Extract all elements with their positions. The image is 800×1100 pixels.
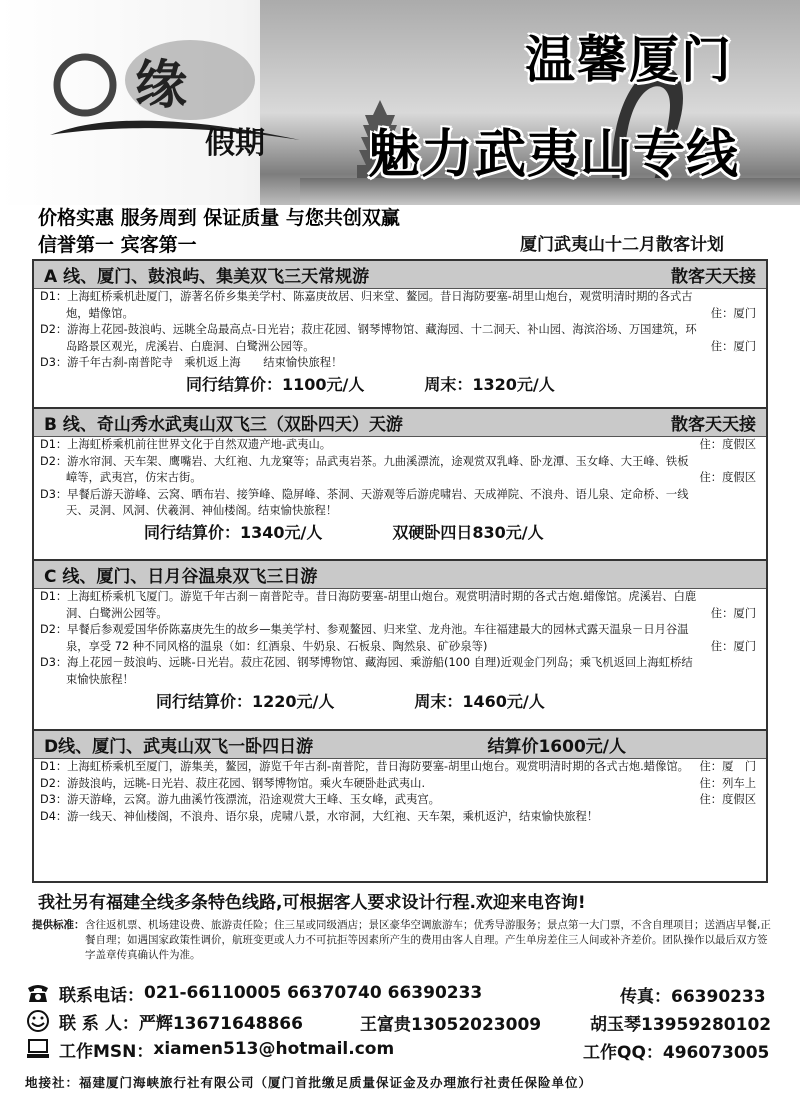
person-2: 王富贵13052023009: [360, 1015, 542, 1035]
line-a: [34, 261, 766, 409]
phone-number[interactable]: 021-66110005 66370740 66390233: [144, 983, 483, 1003]
line-c-title: C 线、厦门、日月谷温泉双飞三日游: [44, 567, 318, 587]
footer-agency: 地接社：福建厦门海峡旅行社有限公司（厦门首批缴足质量保证金及办理旅行社责任保险单位）: [25, 1075, 593, 1090]
msn-label: 工作MSN：: [59, 1041, 154, 1062]
svg-text:缘: 缘: [135, 55, 188, 116]
line-c-price: [34, 688, 766, 712]
line-a-price: [34, 372, 766, 396]
day-item: D2：早餐后参观爱国华侨陈嘉庚先生的故乡—集美学村、参观鳌园、归来堂、龙舟池。车往福建最大的园林式露天温泉－日月谷温泉，享受 72 种不同风格的温泉（如：红酒泉、牛奶泉、石板泉、陶然泉、矿砂泉等) 住：厦门: [40, 623, 756, 653]
day-item: D1：上海虹桥乘机赴厦门，游著名侨乡集美学村、陈嘉庚故居、归来堂、鳌园。昔日海防要塞-胡里山炮台，观赏明清时期的各式古炮，蜡像馆。 住：厦门: [40, 290, 756, 320]
person-1: 严辉13671648866: [138, 1013, 303, 1034]
day-item: D2：游鼓浪屿，远眺-日光岩、菽庄花园、钢琴博物馆。乘火车硬卧赴武夷山. 住：列车上: [40, 776, 756, 790]
contact-phone-row: [25, 980, 482, 1006]
line-d-price: 结算价1600元/人: [487, 737, 626, 757]
title-wuyishan: 魅力武夷山专线: [368, 124, 740, 185]
banner: [0, 0, 800, 205]
service-standard-text: 含往返机票、机场建设费、旅游责任险；住三星或同级酒店；景区豪华空调旅游车；优秀导游服务；景点第一大门票，不含自理项目；送酒店早餐,正餐自理；如遇国家政策性调价，航班变更或人力不可抗拒等因素所产生的费用由客人自理。产生单房差住三人间或补齐差价。团队操作以最后双方签字盖章传真确认件为准。: [85, 919, 771, 961]
line-d-header: [34, 731, 766, 759]
line-a-title: A 线、厦门、鼓浪屿、集美双飞三天常规游: [44, 267, 370, 287]
qq-number: 工作QQ：496073005: [583, 1043, 770, 1063]
line-d: [34, 731, 766, 881]
service-standard: [32, 918, 777, 963]
day-item: D1：上海虹桥乘机至厦门，游集美，鳌园，游览千年古刹-南普陀，昔日海防要塞-胡里山炮台。观赏明清时期的各式古炮.蜡像馆。 住：厦 门: [40, 760, 756, 773]
line-b-badge: 散客天天接: [671, 415, 756, 435]
price-weekend: 周末：1460元/人: [414, 691, 545, 711]
logo: [40, 35, 310, 160]
price-peer: 同行结算价：1340元/人: [144, 523, 323, 542]
fax-number: 传真：66390233: [620, 987, 766, 1007]
price-peer: 同行结算价：1220元/人: [156, 691, 335, 711]
consult-note: 我社另有福建全线多条特色线路,可根据客人要求设计行程.欢迎来电咨询!: [38, 893, 586, 913]
line-c: [34, 561, 766, 731]
computer-icon: [25, 1038, 51, 1060]
slogan-2: 信誉第一 宾客第一: [38, 234, 197, 256]
day-item: D1：上海虹桥乘机飞厦门。游览千年古刹－南普陀寺。昔日海防要塞-胡里山炮台。观赏明清时期的各式古炮.蜡像馆。虎溪岩、白鹿洞、白鹭洲公园等。 住：厦门: [40, 590, 756, 620]
line-a-badge: 散客天天接: [671, 267, 756, 287]
phone-label: 联系电话：: [59, 985, 144, 1006]
contact-msn-row: [25, 1036, 394, 1062]
title-warm-xiamen: 温馨厦门: [525, 30, 733, 89]
smiley-icon: [25, 1010, 51, 1032]
day-item: D3：早餐后游天游峰、云窝、晒布岩、接笋峰、隐屏峰、茶洞、天游观等后游虎啸岩、天成禅院、不浪舟、语儿泉、定命桥、一线天、灵洞、风洞、伏羲洞、神仙楼阁。结束愉快旅程！: [40, 487, 689, 517]
msn-address[interactable]: xiamen513@hotmail.com: [153, 1039, 395, 1059]
plan-title: 厦门武夷山十二月散客计划: [520, 235, 724, 255]
person-label: 联 系 人：: [59, 1013, 139, 1034]
person-3: 胡玉琴13959280102: [590, 1015, 772, 1035]
line-d-title: D线、厦门、武夷山双飞一卧四日游: [44, 737, 314, 757]
day-item: D4：游一线天、神仙楼阁，不浪舟、语尔泉，虎啸八景，水帘洞，大红袍、天车架，乘机返沪，结束愉快旅程！: [40, 809, 599, 823]
price-weekend: 周末：1320元/人: [424, 375, 555, 394]
day-item: D2：游海上花园-鼓浪屿、远眺全岛最高点-日光岩；菽庄花园、钢琴博物馆、藏海园、十二洞天、补山园、海滨浴场、万国建筑，环岛路景区观光，虎溪岩、白鹿洞、白鹭洲公园等。 住：厦门: [40, 323, 756, 353]
day-item: D3：海上花园－鼓浪屿、远眺-日光岩。菽庄花园、钢琴博物馆、藏海园、乘游船(100 自理)近观金门列岛；乘飞机返回上海虹桥结束愉快旅程！: [40, 656, 693, 686]
line-b: [34, 409, 766, 561]
price-peer: 同行结算价：1100元/人: [186, 375, 365, 394]
slogan-1: 价格实惠 服务周到 保证质量 与您共创双赢: [38, 207, 400, 229]
tour-lines: [32, 259, 768, 883]
line-c-header: [34, 561, 766, 589]
day-item: D2：游水帘洞、天车架、鹰嘴岩、大红袍、九龙窠等；品武夷岩茶。九曲溪漂流，途观赏双乳峰、卧龙潭、玉女峰、大王峰、铁板嶂等，武夷宫，仿宋古街。 住：度假区: [40, 454, 756, 484]
line-b-price: [34, 520, 766, 544]
line-b-title: B 线、奇山秀水武夷山双飞三（双卧四天）天游: [44, 415, 403, 435]
day-item: D3：游千年古刹-南普陀寺 乘机返上海 结束愉快旅程！: [40, 356, 343, 369]
price-sleeper: 双硬卧四日830元/人: [392, 523, 544, 542]
day-item: D3：游天游峰，云窝。游九曲溪竹筏漂流，沿途观赏大王峰、玉女峰，武夷宫。 住：度假区: [40, 793, 756, 806]
service-standard-label: 提供标准：: [32, 919, 85, 931]
phone-icon: [25, 982, 51, 1004]
contact-person-row: [25, 1008, 303, 1034]
line-b-header: [34, 409, 766, 437]
line-a-header: [34, 261, 766, 289]
svg-text:假期: 假期: [205, 126, 265, 160]
day-item: D1：上海虹桥乘机前往世界文化于自然双遗产地-武夷山。 住：度假区: [40, 438, 756, 451]
